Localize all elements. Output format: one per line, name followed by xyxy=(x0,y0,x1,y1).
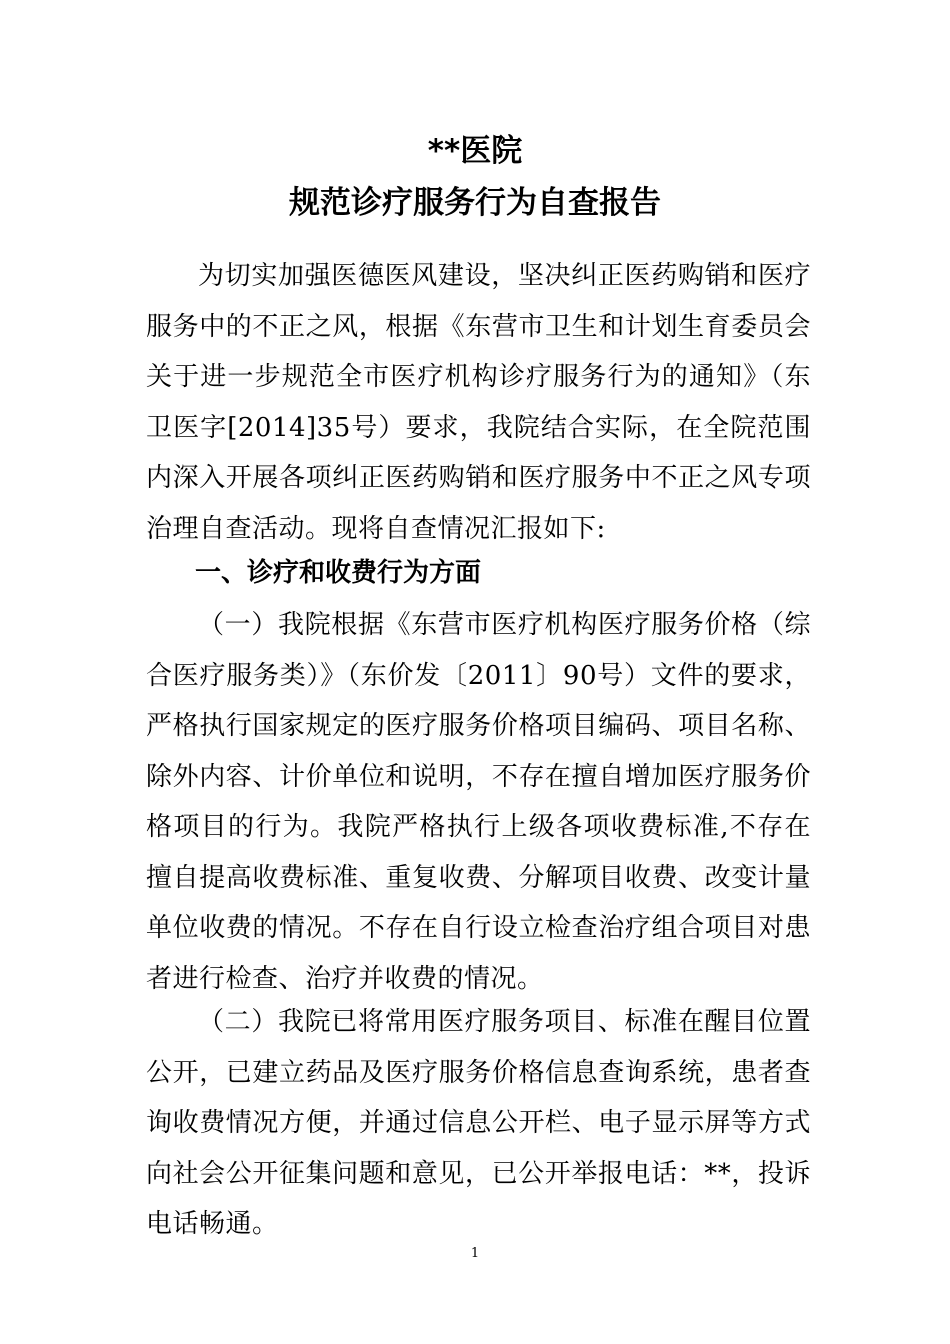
document-title-report: 规范诊疗服务行为自查报告 xyxy=(289,185,661,221)
page-number: 1 xyxy=(470,1246,480,1261)
document-title-hospital: **医院 xyxy=(427,133,523,169)
paragraph-item-2: （二）我院已将常用医疗服务项目、标准在醒目位置公开，已建立药品及医疗服务价格信息查询系统，患者查询收费情况方便，并通过信息公开栏、电子显示屏等方式向社会公开征集问题和意见，已公开举报电话：**，投诉电话畅通。 xyxy=(146,1007,811,1239)
paragraph-item-1: （一）我院根据《东营市医疗机构医疗服务价格（综合医疗服务类）》（东价发〔2011〕90号）文件的要求，严格执行国家规定的医疗服务价格项目编码、项目名称、除外内容、计价单位和说明，不存在擅自增加医疗服务价格项目的行为。我院严格执行上级各项收费标准,不存在擅自提高收费标准、重复收费、分解项目收费、改变计量单位收费的情况。不存在自行设立检查治疗组合项目对患者进行检查、治疗并收费的情况。 xyxy=(146,610,811,994)
section-heading-diagnosis-fees: 一、诊疗和收费行为方面 xyxy=(195,558,482,588)
intro-paragraph: 为切实加强医德医风建设，坚决纠正医药购销和医疗服务中的不正之风，根据《东营市卫生和计划生育委员会关于进一步规范全市医疗机构诊疗服务行为的通知》（东卫医字[2014]35号）要求，我院结合实际，在全院范围内深入开展各项纠正医药购销和医疗服务中不正之风专项治理自查活动。现将自查情况汇报如下: xyxy=(146,261,811,544)
